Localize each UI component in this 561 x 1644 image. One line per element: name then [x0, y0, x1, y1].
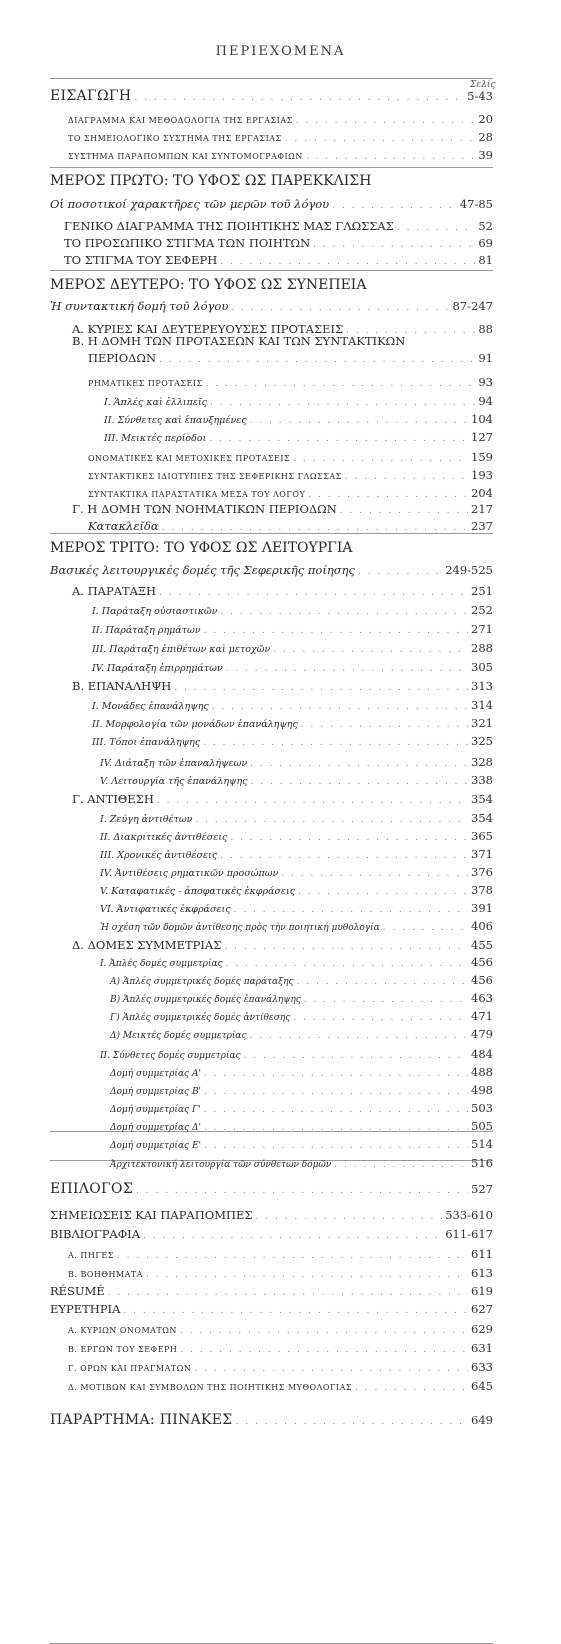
entry-page: 354 — [471, 811, 493, 825]
entry-page: 47-85 — [459, 197, 493, 211]
entry-page: 514 — [471, 1137, 493, 1151]
toc-entry — [110, 1101, 493, 1115]
entry-label: ΡΗΜΑΤΙΚΕΣ ΠΡΟΤΑΣΕΙΣ — [88, 379, 203, 388]
toc-entry — [92, 734, 493, 748]
entry-page: 516 — [471, 1156, 493, 1170]
entry-label: Β. ΕΡΓΩΝ ΤΟΥ ΣΕΦΕΡΗ — [68, 1345, 178, 1354]
toc-entry — [92, 641, 493, 655]
entry-label: Γ. Η ΔΟΜΗ ΤΩΝ ΝΟΗΜΑΤΙΚΩΝ ΠΕΡΙΟΔΩΝ — [72, 502, 337, 516]
toc-entry — [110, 1156, 493, 1170]
entry-page: 237 — [471, 519, 493, 533]
entry-page: 645 — [471, 1379, 493, 1393]
entry-page: 127 — [471, 430, 493, 444]
entry-label: III. Παράταξη ἐπιθέτων καὶ μετοχῶν — [92, 644, 271, 655]
entry-page: 20 — [478, 112, 493, 126]
entry-page: 629 — [471, 1322, 493, 1336]
entry-page: 527 — [471, 1182, 493, 1196]
toc-entry — [100, 883, 493, 897]
entry-page: 328 — [471, 755, 493, 769]
toc-entry — [104, 394, 493, 408]
divider — [50, 533, 493, 534]
entry-page: 406 — [471, 919, 493, 933]
entry-label: Ἡ συντακτική δομή τοῦ λόγου — [50, 299, 229, 313]
entry-label: Α. ΚΥΡΙΕΣ ΚΑΙ ΔΕΥΤΕΡΕΥΟΥΣΕΣ ΠΡΟΤΑΣΕΙΣ — [72, 322, 344, 336]
toc-entry — [72, 938, 493, 952]
entry-page: 631 — [471, 1341, 493, 1355]
toc-entry — [72, 679, 493, 693]
toc-entry — [88, 519, 493, 533]
toc-entry — [50, 1412, 493, 1428]
entry-page: 498 — [471, 1083, 493, 1097]
entry-label: III. Τόποι ἐπανάληψης — [92, 737, 201, 748]
entry-label: Γ) Ἁπλές συμμετρικές δομές ἀντίθεσης — [110, 1013, 291, 1023]
entry-label: II. Μορφολογία τῶν μονάδων ἐπανάληψης — [92, 719, 298, 730]
entry-page: 633 — [471, 1360, 493, 1374]
entry-page: 87-247 — [452, 299, 493, 313]
toc-entry — [88, 450, 493, 464]
toc-entry — [110, 1065, 493, 1079]
toc-entry-line: Β. Η ΔΟΜΗ ΤΩΝ ΠΡΟΤΑΣΕΩΝ ΚΑΙ ΤΩΝ ΣΥΝΤΑΚΤΙΚΩΝ — [72, 334, 406, 348]
entry-label: III. Μεικτές περίοδοι — [104, 433, 207, 444]
entry-label: V. Καταφατικές - ἀποφατικές ἐκφράσεις — [100, 886, 296, 897]
entry-label: Ἡ σχέση τῶν δομῶν ἀντίθεσης πρὸς τὴν ποιητική μυθολογία — [100, 923, 380, 933]
toc-entry — [64, 253, 493, 267]
entry-label: Β) Ἁπλές συμμετρικές δομές ἐπανάληψης — [110, 995, 301, 1005]
entry-label: Βασικές λειτουργικές δομές τῆς Σεφερικῆς ποίησης — [50, 563, 355, 577]
entry-page: 619 — [471, 1284, 493, 1298]
entry-label: ΣΗΜΕΙΩΣΕΙΣ ΚΑΙ ΠΑΡΑΠΟΜΠΕΣ — [50, 1208, 253, 1222]
entry-page: 354 — [471, 792, 493, 806]
entry-label: IV. Παράταξη ἐπιρρημάτων — [92, 663, 223, 674]
divider — [50, 270, 493, 271]
toc-entry — [50, 1284, 493, 1298]
entry-page: 252 — [471, 603, 493, 617]
toc-entry — [50, 1227, 493, 1241]
entry-label: Ἀρχιτεκτονική λειτουργία τῶν σύνθετων δομῶν — [110, 1160, 332, 1170]
entry-label: Δομή συμμετρίας Γ' — [110, 1105, 201, 1115]
entry-label: Δομή συμμετρίας Δ' — [110, 1123, 201, 1133]
entry-page: 376 — [471, 865, 493, 879]
entry-page: 338 — [471, 773, 493, 787]
toc-entry — [50, 1181, 493, 1197]
entry-page: 193 — [471, 468, 493, 482]
toc-entry — [68, 1247, 493, 1261]
entry-label: ΓΕΝΙΚΟ ΔΙΑΓΡΑΜΜΑ ΤΗΣ ΠΟΙΗΤΙΚΗΣ ΜΑΣ ΓΛΩΣΣΑΣ — [64, 219, 394, 233]
toc-entry — [92, 698, 493, 712]
entry-label: III. Χρονικές ἀντιθέσεις — [100, 850, 218, 861]
divider — [50, 167, 493, 168]
entry-page: 93 — [478, 375, 493, 389]
entry-label: ΕΙΣΑΓΩΓΗ — [50, 88, 132, 104]
entry-label: II. Παράταξη ρημάτων — [92, 625, 201, 636]
toc-entry — [72, 502, 493, 516]
entry-label: ΕΥΡΕΤΗΡΙΑ — [50, 1302, 121, 1316]
entry-page: 39 — [478, 148, 493, 162]
entry-label: I. Ἁπλές καὶ ἐλλιπεῖς — [104, 397, 207, 408]
toc-entry — [100, 1047, 493, 1061]
entry-page: 159 — [471, 450, 493, 464]
entry-page: 321 — [471, 716, 493, 730]
toc-entry — [110, 991, 493, 1005]
entry-label: I. Ζεύγη ἀντιθέτων — [100, 814, 193, 825]
entry-label: Α. ΠΑΡΑΤΑΞΗ — [72, 584, 157, 598]
entry-label: Δ. ΜΟΤΙΒΩΝ ΚΑΙ ΣΥΜΒΟΛΩΝ ΤΗΣ ΠΟΙΗΤΙΚΗΣ ΜΥΘΟΛΟΓΙΑΣ — [68, 1383, 353, 1392]
entry-label: ΣΥΣΤΗΜΑ ΠΑΡΑΠΟΜΠΩΝ ΚΑΙ ΣΥΝΤΟΜΟΓΡΑΦΙΩΝ — [68, 152, 303, 161]
page-title: ΠΕΡΙΕΧΟΜΕΝΑ — [215, 44, 346, 59]
entry-page: 627 — [471, 1302, 493, 1316]
toc-entry — [100, 811, 493, 825]
entry-page: 217 — [471, 502, 493, 516]
entry-page: 649 — [471, 1413, 493, 1427]
entry-page: 456 — [471, 973, 493, 987]
toc-entry — [50, 299, 493, 313]
part-heading: ΜΕΡΟΣ ΔΕΥΤΕΡΟ: ΤΟ ΥΦΟΣ ΩΣ ΣΥΝΕΠΕΙΑ — [50, 277, 367, 293]
entry-page: 505 — [471, 1119, 493, 1133]
entry-label: Γ. ΑΝΤΙΘΕΣΗ — [72, 792, 154, 806]
entry-page: 104 — [471, 412, 493, 426]
toc-entry — [110, 1083, 493, 1097]
entry-label: II. Σύνθετες καὶ ἐπαυξημένες — [104, 415, 247, 426]
toc-entry — [50, 563, 493, 577]
entry-label: Δ) Μεικτές δομές συμμετρίας — [110, 1031, 247, 1041]
toc-entry — [64, 219, 493, 233]
entry-label: I. Παράταξη οὐσιαστικῶν — [92, 606, 218, 617]
entry-label: Δομή συμμετρίας Β' — [110, 1087, 202, 1097]
entry-label: Δομή συμμετρίας Ε' — [110, 1141, 201, 1151]
entry-page: 249-525 — [445, 563, 493, 577]
entry-page: 455 — [471, 938, 493, 952]
entry-page: 456 — [471, 955, 493, 969]
toc-entry — [50, 1208, 493, 1222]
entry-page: 479 — [471, 1027, 493, 1041]
toc-entry — [104, 412, 493, 426]
entry-label: Οἱ ποσοτικοί χαρακτῆρες τῶν μερῶν τοῦ λόγου — [50, 197, 330, 211]
toc-entry — [100, 865, 493, 879]
entry-label: RÉSUMÉ — [50, 1284, 105, 1298]
entry-label: II. Σύνθετες δομές συμμετρίας — [100, 1051, 241, 1061]
entry-page: 314 — [471, 698, 493, 712]
entry-label: I. Ἁπλές δομές συμμετρίας — [100, 959, 223, 969]
entry-label: Α. ΚΥΡΙΩΝ ΟΝΟΜΑΤΩΝ — [68, 1326, 177, 1335]
toc-entry — [88, 468, 493, 482]
entry-page: 251 — [471, 584, 493, 598]
entry-page: 463 — [471, 991, 493, 1005]
entry-page: 271 — [471, 622, 493, 636]
toc-entry — [92, 716, 493, 730]
toc-entry — [50, 1302, 493, 1316]
toc-entry — [50, 197, 493, 211]
toc-entry — [110, 973, 493, 987]
toc-entry — [88, 486, 493, 500]
entry-label: I. Μονάδες ἐπανάληψης — [92, 701, 209, 712]
entry-page: 378 — [471, 883, 493, 897]
entry-label: Γ. ΟΡΩΝ ΚΑΙ ΠΡΑΓΜΑΤΩΝ — [68, 1364, 192, 1373]
entry-label: Β. ΒΟΗΘΗΜΑΤΑ — [68, 1270, 143, 1279]
entry-label: ΟΝΟΜΑΤΙΚΕΣ ΚΑΙ ΜΕΤΟΧΙΚΕΣ ΠΡΟΤΑΣΕΙΣ — [88, 454, 291, 463]
entry-label: Δ. ΔΟΜΕΣ ΣΥΜΜΕΤΡΙΑΣ — [72, 938, 222, 952]
entry-label: V. Λειτουργία τῆς ἐπανάληψης — [100, 776, 248, 787]
entry-page: 88 — [478, 322, 493, 336]
entry-page: 204 — [471, 486, 493, 500]
entry-page: 611 — [471, 1247, 493, 1261]
toc-entry — [68, 1322, 493, 1336]
entry-label: Α. ΠΗΓΕΣ — [68, 1251, 114, 1260]
entry-label: Α) Ἁπλές συμμετρικές δομές παράταξης — [110, 977, 294, 987]
entry-page: 613 — [471, 1266, 493, 1280]
divider — [50, 78, 493, 79]
toc-entry — [100, 847, 493, 861]
entry-label: ΤΟ ΣΗΜΕΙΟΛΟΓΙΚΟ ΣΥΣΤΗΜΑ ΤΗΣ ΕΡΓΑΣΙΑΣ — [68, 134, 282, 143]
part-heading: ΜΕΡΟΣ ΠΡΩΤΟ: ΤΟ ΥΦΟΣ ΩΣ ΠΑΡΕΚΚΛΙΣΗ — [50, 173, 372, 189]
entry-page: 5-43 — [467, 89, 493, 103]
entry-page: 305 — [471, 660, 493, 674]
toc-entry — [92, 603, 493, 617]
toc-entry — [100, 919, 493, 933]
entry-page: 91 — [478, 351, 493, 365]
toc-entry — [68, 1360, 493, 1374]
toc-entry — [68, 112, 493, 126]
toc-entry — [110, 1027, 493, 1041]
toc-entry — [110, 1137, 493, 1151]
part-heading: ΜΕΡΟΣ ΤΡΙΤΟ: ΤΟ ΥΦΟΣ ΩΣ ΛΕΙΤΟΥΡΓΙΑ — [50, 540, 353, 556]
toc-entry — [68, 130, 493, 144]
entry-page: 28 — [478, 130, 493, 144]
toc-entry — [100, 829, 493, 843]
entry-label: Β. ΕΠΑΝΑΛΗΨΗ — [72, 679, 172, 693]
toc-entry — [72, 792, 493, 806]
entry-page: 94 — [478, 394, 493, 408]
toc-entry — [68, 1341, 493, 1355]
toc-entry — [104, 430, 493, 444]
toc-entry — [100, 773, 493, 787]
entry-page: 471 — [471, 1009, 493, 1023]
toc-entry — [110, 1119, 493, 1133]
entry-page: 365 — [471, 829, 493, 843]
entry-label: IV. Ἀντιθέσεις ρηματικῶν προσώπων — [100, 868, 279, 879]
entry-label: ΠΕΡΙΟΔΩΝ — [88, 351, 157, 365]
toc-entry — [72, 584, 493, 598]
entry-label: Δομή συμμετρίας Α' — [110, 1069, 201, 1079]
entry-label: ΣΥΝΤΑΚΤΙΚΕΣ ΙΔΙΟΤΥΠΙΕΣ ΤΗΣ ΣΕΦΕΡΙΚΗΣ ΓΛΩΣΣΑΣ — [88, 472, 342, 481]
toc-entry — [64, 236, 493, 250]
entry-label: ΔΙΑΓΡΑΜΜΑ ΚΑΙ ΜΕΘΟΔΟΛΟΓΙΑ ΤΗΣ ΕΡΓΑΣΙΑΣ — [68, 116, 293, 125]
toc-entry — [68, 1266, 493, 1280]
entry-page: 484 — [471, 1047, 493, 1061]
entry-label: Κατακλεῖδα — [88, 519, 159, 533]
entry-page: 371 — [471, 847, 493, 861]
entry-label: ΤΟ ΠΡΟΣΩΠΙΚΟ ΣΤΙΓΜΑ ΤΩΝ ΠΟΙΗΤΩΝ — [64, 236, 311, 250]
entry-page: 488 — [471, 1065, 493, 1079]
toc-entry — [68, 1379, 493, 1393]
entry-label: VI. Ἀντιφατικές ἐκφράσεις — [100, 904, 231, 915]
entry-label: ΒΙΒΛΙΟΓΡΑΦΙΑ — [50, 1227, 141, 1241]
toc-entry — [100, 901, 493, 915]
entry-page: 69 — [478, 236, 493, 250]
entry-label: ΠΑΡΑΡΤΗΜΑ: ΠΙΝΑΚΕΣ — [50, 1412, 233, 1428]
toc-entry — [68, 148, 493, 162]
toc-entry — [50, 88, 493, 104]
toc-entry — [88, 375, 493, 389]
entry-page: 81 — [478, 253, 493, 267]
toc-entry — [92, 622, 493, 636]
entry-label: ΕΠΙΛΟΓΟΣ — [50, 1181, 134, 1197]
entry-label: ΤΟ ΣΤΙΓΜΑ ΤΟΥ ΣΕΦΕΡΗ — [64, 253, 218, 267]
entry-page: 288 — [471, 641, 493, 655]
page-column-header: Σελίς — [470, 80, 496, 90]
entry-page: 611-617 — [445, 1227, 493, 1241]
toc-entry — [92, 660, 493, 674]
entry-label: IV. Διάταξη τῶν ἐπαναλήψεων — [100, 758, 248, 769]
entry-page: 391 — [471, 901, 493, 915]
toc-entry — [100, 755, 493, 769]
entry-page: 503 — [471, 1101, 493, 1115]
entry-label: ΣΥΝΤΑΚΤΙΚΑ ΠΑΡΑΣΤΑΤΙΚΑ ΜΕΣΑ ΤΟΥ ΛΟΓΟΥ — [88, 490, 306, 499]
entry-label: II. Διακριτικές ἀντιθέσεις — [100, 832, 228, 843]
entry-page: 52 — [478, 219, 493, 233]
entry-page: 325 — [471, 734, 493, 748]
toc-entry — [110, 1009, 493, 1023]
toc-entry — [100, 955, 493, 969]
entry-page: 533-610 — [445, 1208, 493, 1222]
toc-entry — [88, 351, 493, 365]
entry-page: 313 — [471, 679, 493, 693]
